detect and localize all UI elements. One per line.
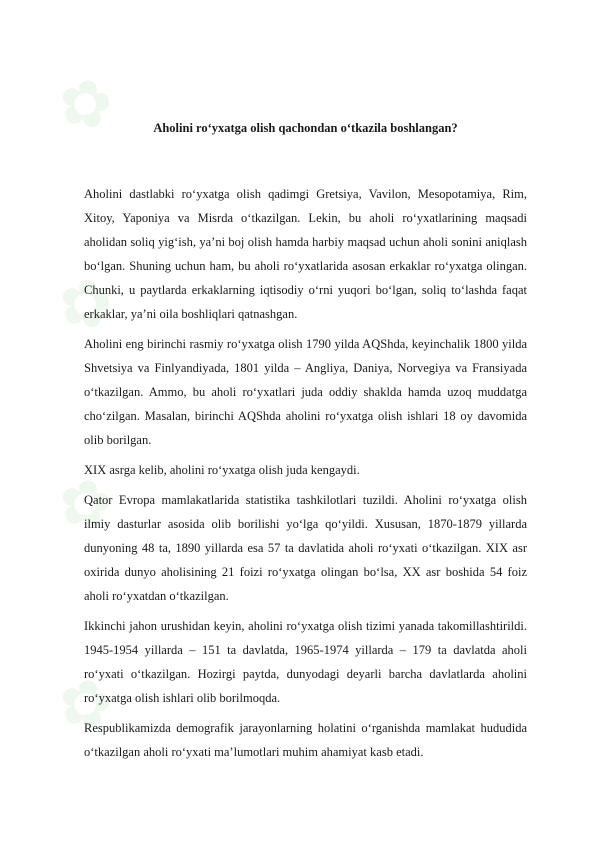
watermark-logo-icon: ✿ <box>40 463 131 546</box>
document-title: Aholini ro‘yxatga olish qachondan o‘tkazila boshlangan? <box>153 121 458 135</box>
watermark-logo-icon: ✿ <box>40 63 131 146</box>
paragraph-2: Aholini eng birinchi rasmiy ro‘yxatga olish 1790 yilda AQShda, keyinchalik 1800 yilda Shvetsiya va Finlyandiyada, 1801 yilda – Angliya, Daniya, Norvegiya va Fransiyada o‘tkazilgan. Ammo, bu aholi ro‘yxatlari juda oddiy shaklda hamda uzoq muddatga cho‘zilgan. Masalan, birinchi AQShda aholini ro‘yxatga olish ishlari 18 oy davomida olib borilgan. <box>84 337 527 447</box>
document-page <box>84 118 527 768</box>
paragraph-4: Qator Evropa mamlakatlarida statistika tashkilotlari tuzildi. Aholini ro‘yxatga olish ilmiy dasturlar asosida olib borilishi yo‘lga qo‘yildi. Xususan, 1870-1879 yillarda dunyoning 48 ta, 1890 yillarda esa 57 ta davlatida aholi ro‘yxati o‘tkazilgan. XIX asr oxirida dunyo aholisining 21 foizi ro‘yxatga olingan bo‘lsa, XX asr boshida 54 foiz aholi ro‘yxatdan o‘tkazilgan. <box>84 493 527 603</box>
paragraph-6: Respublikamizda demografik jarayonlarning holatini o‘rganishda mamlakat hududida o‘tkazilgan aholi ro‘yxati ma’lumotlari muhim ahamiyat kasb etadi. <box>84 721 527 759</box>
watermark-logo-icon: ✿ <box>40 263 131 346</box>
paragraph-5: Ikkinchi jahon urushidan keyin, aholini ro‘yxatga olish tizimi yanada takomillashtirildi. 1945-1954 yillarda – 151 ta davlatda, 1965-1974 yillarda – 179 ta davlatda aholi ro‘yxati o‘tkazilgan. Hozirgi paytda, dunyodagi deyarli barcha davlatlarda aholini ro‘yxatga olish ishlari olib borilmoqda. <box>84 619 527 705</box>
watermark-logo-icon: ✿ <box>40 663 131 746</box>
paragraph-3: XIX asrga kelib, aholini ro‘yxatga olish juda kengaydi. <box>84 463 360 477</box>
paragraph-1: Aholini dastlabki ro‘yxatga olish qadimgi Gretsiya, Vavilon, Mesopotamiya, Rim, Xitoy, Yaponiya va Misrda o‘tkazilgan. Lekin, bu aholi ro‘yxatlarining maqsadi aholidan soliq yig‘ish, ya’ni boj olish hamda harbiy maqsad uchun aholi sonini aniqlash bo‘lgan. Shuning uchun ham, bu aholi ro‘yxatlarida asosan erkaklar ro‘yxatga olingan. Chunki, u paytlarda erkaklarning iqtisodiy o‘rni yuqori bo‘lgan, soliq to‘lashda faqat erkaklar, ya’ni oila boshliqlari qatnashgan. <box>84 187 527 321</box>
